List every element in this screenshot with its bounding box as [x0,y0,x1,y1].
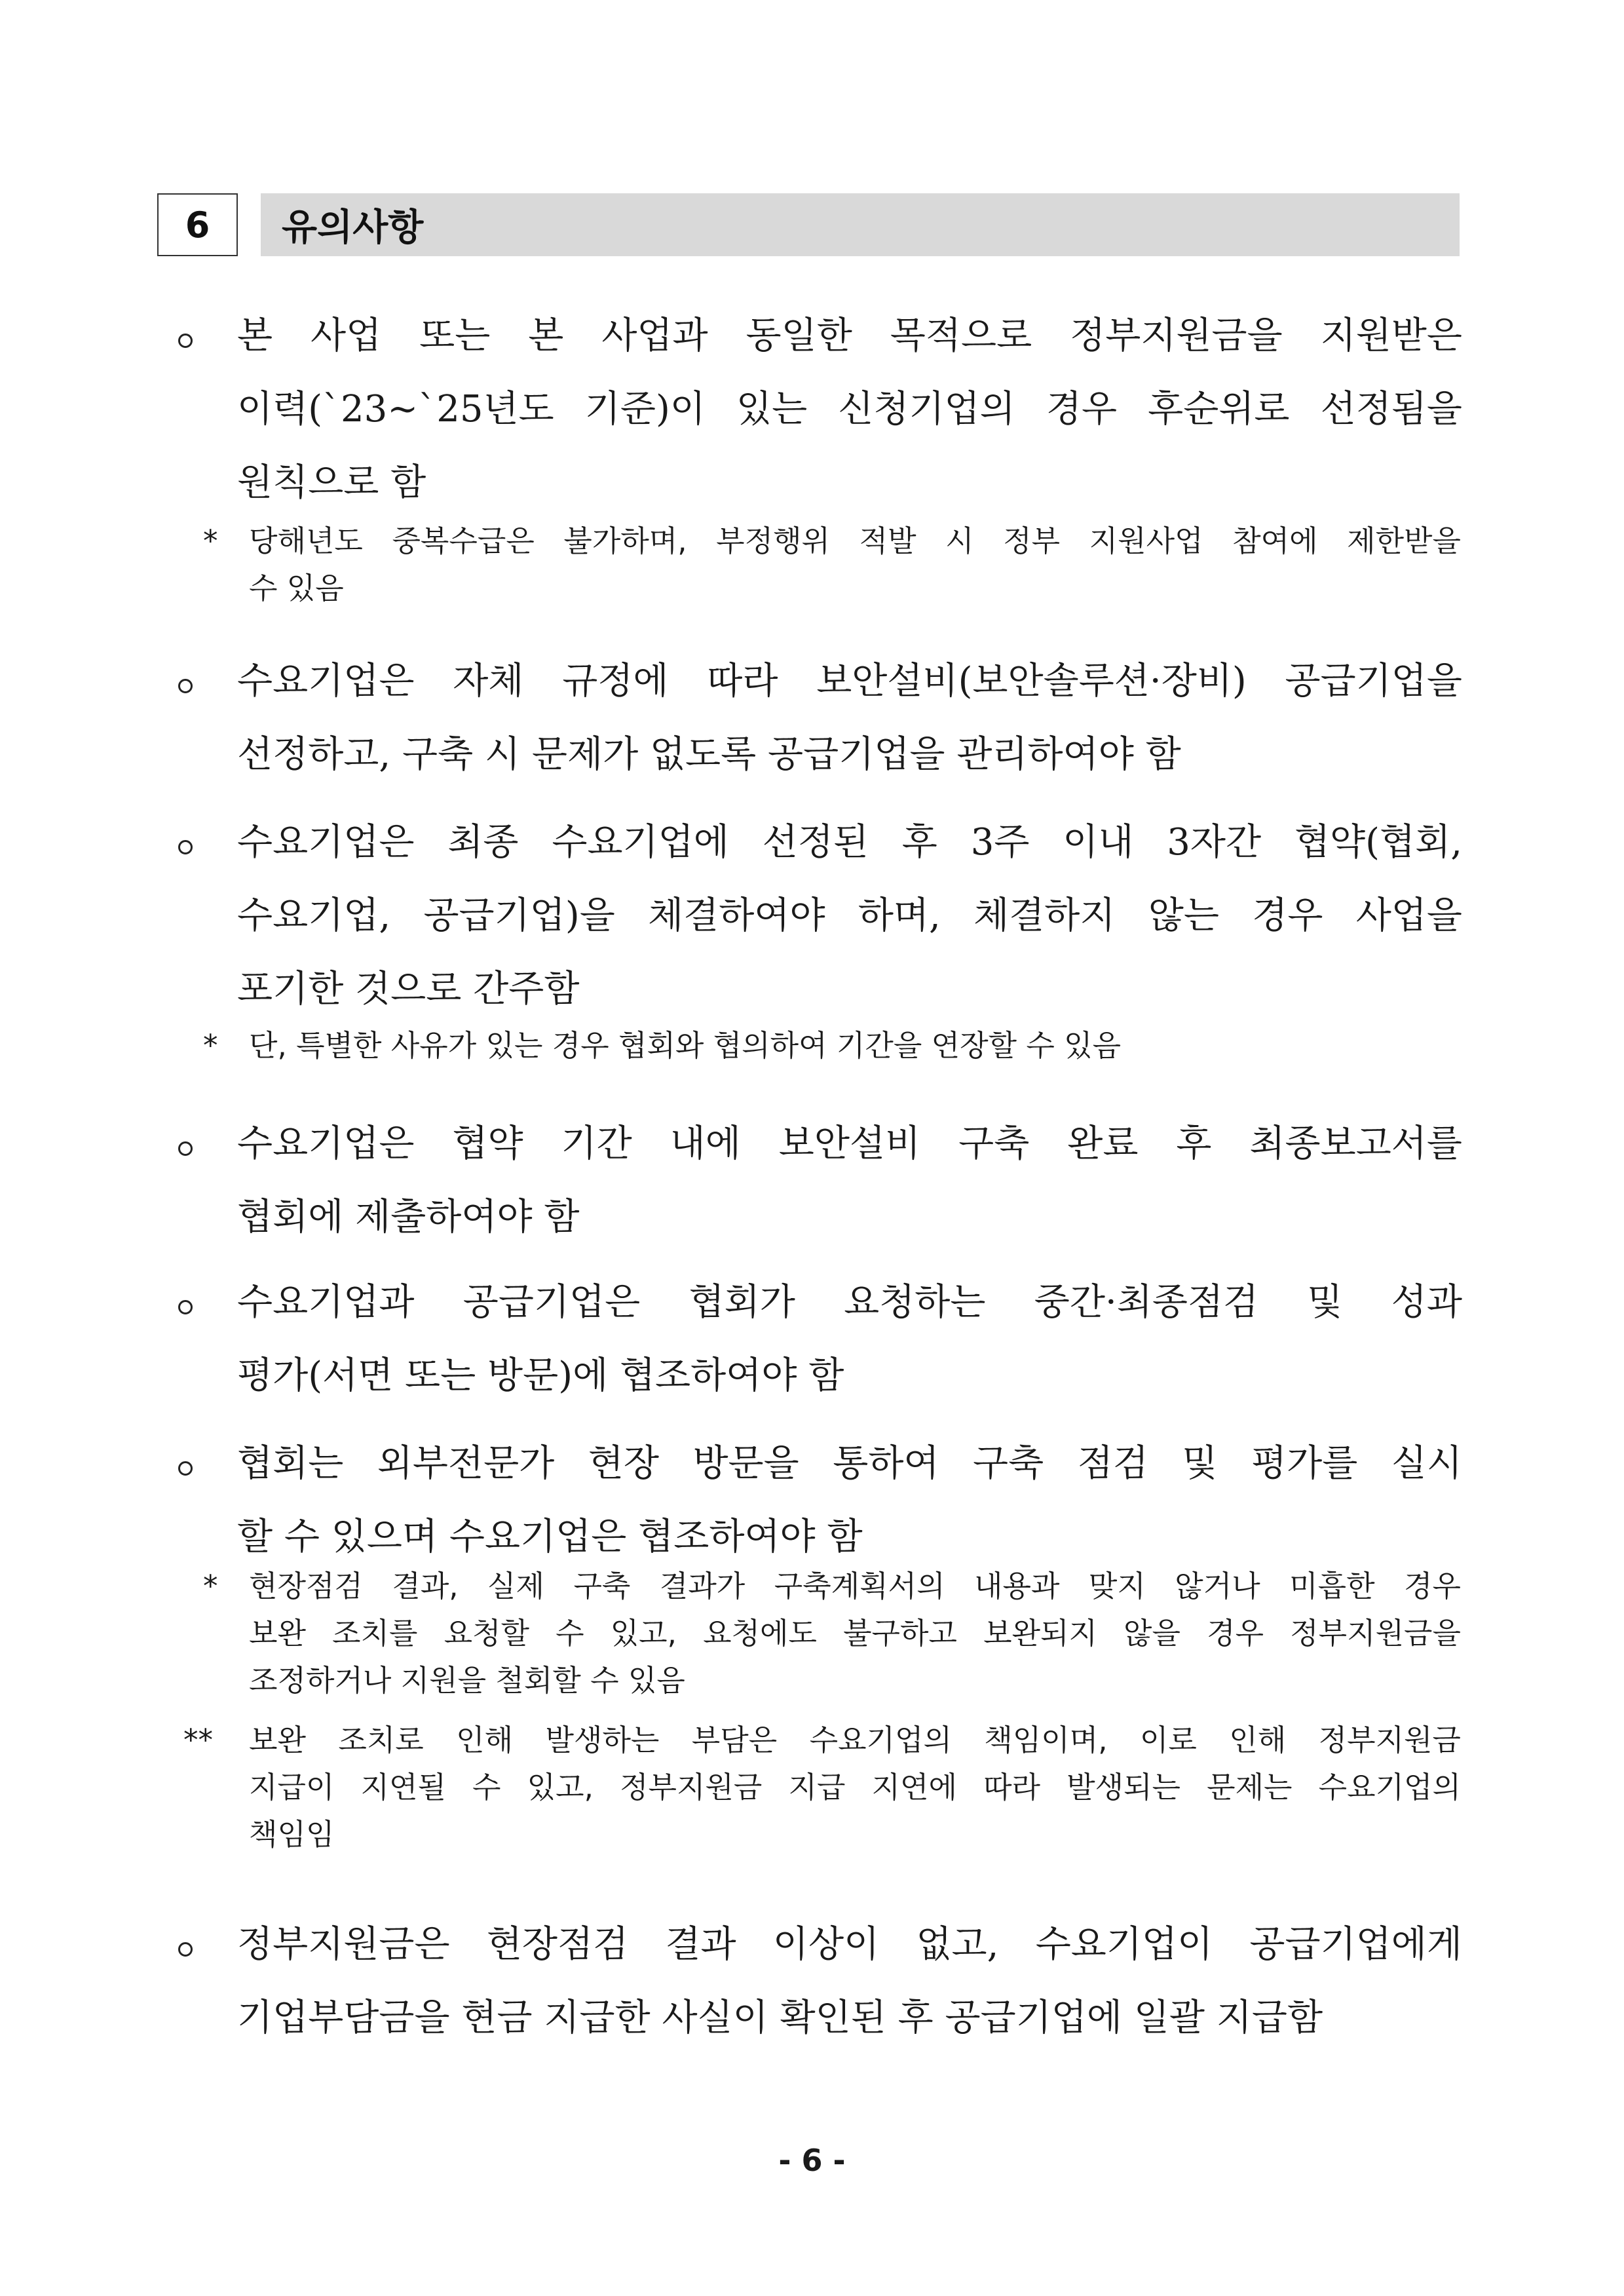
bullet-line: 협회에 제출하여야 함 [237,1196,580,1238]
page-number: - 6 - [778,2143,846,2178]
bullet-line: 정부지원금은 현장점검 결과 이상이 없고, 수요기업이 공급기업에게 [237,1923,1462,1966]
section-title: 유의사항 [282,206,424,249]
note-line: 보완 조치로 인해 발생하는 부담은 수요기업의 책임이며, 이로 인해 정부지원금 [249,1723,1461,1757]
bullet-text [237,1107,1462,1254]
bullet-circle-icon [178,840,193,854]
section-header [157,193,1467,259]
note-line: 책임임 [249,1817,335,1852]
note-line: 지급이 지연될 수 있고, 정부지원금 지급 지연에 따라 발생되는 문제는 수요기업의 [249,1770,1461,1805]
bullet-line: 평가(서면 또는 방문)에 협조하여야 함 [237,1354,844,1397]
bullet-circle-icon [178,679,193,693]
bullet-circle-icon [178,1942,193,1957]
bullet-line: 수요기업, 공급기업)을 체결하여야 하며, 체결하지 않는 경우 사업을 [237,894,1462,937]
section-title-bar [261,193,1460,256]
note-text [249,1563,1461,1704]
bullet-text [237,1908,1462,2055]
note-mark: * [203,524,218,558]
bullet-text [237,299,1462,520]
note-line: 보완 조치를 요청할 수 있고, 요청에도 불구하고 보완되지 않을 경우 정부지원금을 [249,1616,1461,1651]
bullet-circle-icon [178,1141,193,1156]
note-line: 조정하거나 지원을 철회할 수 있음 [249,1663,685,1698]
bullet-circle-icon [178,1300,193,1314]
note-line: 단, 특별한 사유가 있는 경우 협회와 협의하여 기간을 연장할 수 있음 [249,1028,1122,1063]
bullet-text [237,806,1462,1026]
bullet-line: 선정하고, 구축 시 문제가 없도록 공급기업을 관리하여야 함 [237,733,1181,776]
bullet-line: 수요기업과 공급기업은 협회가 요청하는 중간·최종점검 및 성과 [237,1281,1462,1324]
bullet-line: 수요기업은 자체 규정에 따라 보안설비(보안솔루션·장비) 공급기업을 [237,660,1462,702]
note-line: 현장점검 결과, 실제 구축 결과가 구축계획서의 내용과 맞지 않거나 미흡한 경우 [249,1569,1461,1603]
bullet-line: 이력(`23~`25년도 기준)이 있는 신청기업의 경우 후순위로 선정됨을 [237,388,1462,430]
bullet-line: 기업부담금을 현금 지급한 사실이 확인된 후 공급기업에 일괄 지급함 [237,1997,1323,2039]
bullet-text [237,1427,1462,1574]
bullet-line: 수요기업은 협약 기간 내에 보안설비 구축 완료 후 최종보고서를 [237,1122,1462,1165]
note-mark: ** [183,1723,213,1757]
note-line: 수 있음 [249,571,344,605]
note-text [249,518,1461,612]
bullet-line: 할 수 있으며 수요기업은 협조하여야 함 [237,1516,863,1558]
bullet-circle-icon [178,1461,193,1476]
bullet-circle-icon [178,334,193,348]
bullet-line: 본 사업 또는 본 사업과 동일한 목적으로 정부지원금을 지원받은 [237,315,1462,357]
note-mark: * [203,1569,218,1603]
bullet-line: 원칙으로 함 [237,461,426,504]
note-text [249,1022,1461,1069]
bullet-line: 수요기업은 최종 수요기업에 선정된 후 3주 이내 3자간 협약(협회, [237,821,1462,864]
bullet-line: 포기한 것으로 간주함 [237,968,580,1010]
note-mark: * [203,1028,218,1063]
note-line: 당해년도 중복수급은 불가하며, 부정행위 적발 시 정부 지원사업 참여에 제한받을 [249,524,1461,558]
bullet-text [237,645,1462,792]
bullet-line: 협회는 외부전문가 현장 방문을 통하여 구축 점검 및 평가를 실시 [237,1442,1462,1485]
bullet-text [237,1266,1462,1413]
note-text [249,1717,1461,1858]
section-number: 6 [157,193,238,256]
